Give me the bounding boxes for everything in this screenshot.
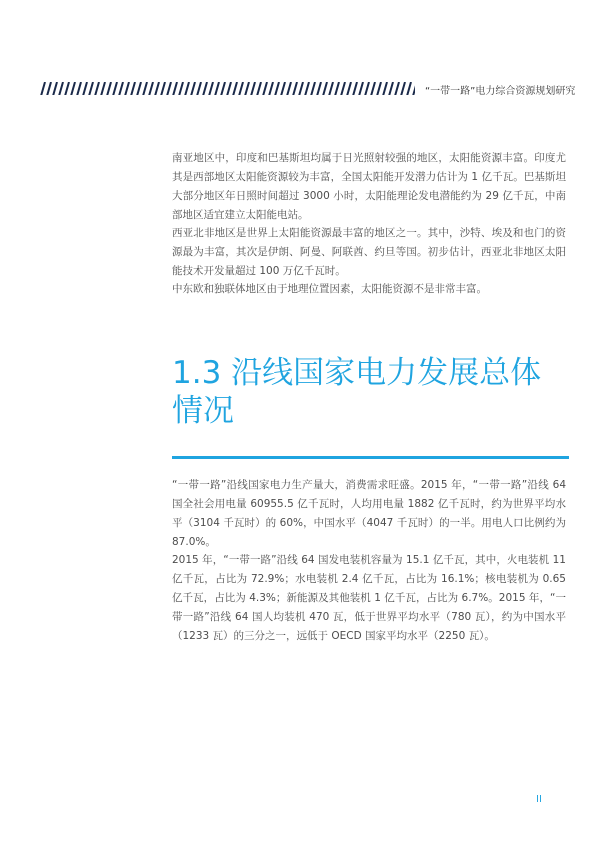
paragraph-installed-capacity: 2015 年，“一带一路”沿线 64 国发电装机容量为 15.1 亿千瓦，其中，火电装机 11 亿千瓦，占比为 72.9%；水电装机 2.4 亿千瓦，占比为 16.1%；核电装机为 0.65 亿千瓦，占比为 4.3%；新能源及其他装机 1 亿千瓦，占比为 6.7%。2015 年，“一带一路”沿线 64 国人均装机 470 瓦，低于世界平均水平（780 瓦），约为中国水平（1233 瓦）的三分之一，远低于 OECD 国家平均水平（2250 瓦）。 bbox=[172, 554, 566, 642]
paragraph-electricity-consumption: “一带一路”沿线国家电力生产量大，消费需求旺盛。2015 年，“一带一路”沿线 64 国全社会用电量 60955.5 亿千瓦时，人均用电量 1882 亿千瓦时，约为世界平均水平（3104 千瓦时）的 60%，中国水平（4047 千瓦时）的一半。用电人口比例约为 87.0%。 bbox=[172, 479, 566, 548]
section-heading-line-1: 1.3 沿线国家电力发展总体 bbox=[172, 355, 542, 391]
diagonal-stripes-decoration bbox=[40, 82, 415, 95]
paragraph-south-asia: 南亚地区中，印度和巴基斯坦均属于日光照射较强的地区，太阳能资源丰富。印度尤其是西部地区太阳能资源较为丰富，全国太阳能开发潜力估计为 1 亿千瓦。巴基斯坦大部分地区年日照时间超过 3000 小时，太阳能理论发电潜能约为 29 亿千瓦，中南部地区适宜建立太阳能电站。 bbox=[172, 152, 566, 221]
paragraph-central-eastern-europe: 中东欧和独联体地区由于地理位置因素，太阳能资源不是非常丰富。 bbox=[172, 283, 487, 295]
running-header-title: “一带一路”电力综合资源规划研究 bbox=[425, 86, 576, 97]
section-heading bbox=[172, 354, 572, 430]
section-heading-line-2: 情况 bbox=[172, 393, 234, 429]
page-number: II bbox=[536, 794, 542, 805]
header-hatch-band bbox=[40, 81, 415, 95]
paragraph-west-asia-north-africa: 西亚北非地区是世界上太阳能资源最丰富的地区之一。其中，沙特、埃及和也门的资源最为丰富，其次是伊朗、阿曼、阿联酋、约旦等国。初步估计，西亚北非地区太阳能技术开发量超过 100 万亿千瓦时。 bbox=[172, 227, 566, 277]
heading-divider bbox=[172, 456, 569, 459]
